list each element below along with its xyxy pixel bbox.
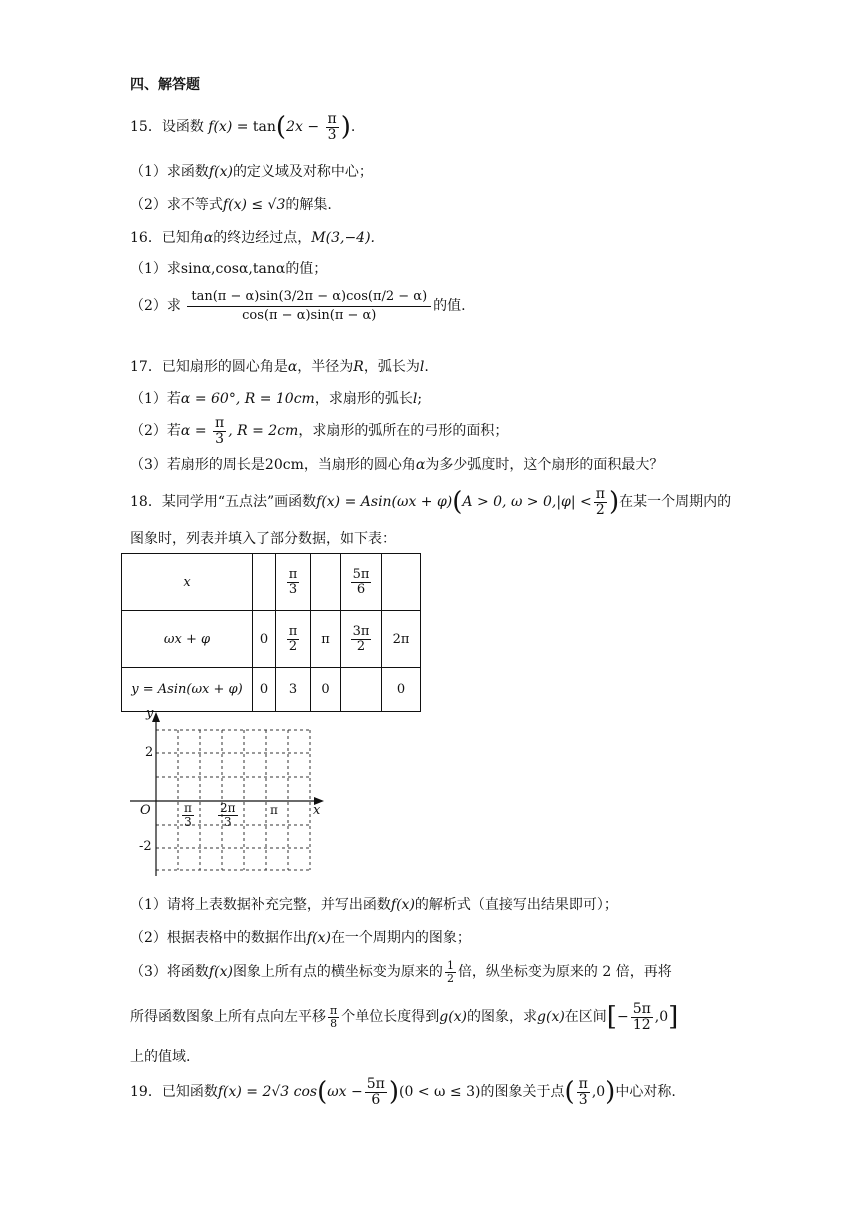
table-row: x $\frac{\pi}{3}$ $\frac{5\pi}{6}$ xyxy=(122,554,421,611)
q15-expr: 2x − xyxy=(286,119,320,136)
question-19: 19．已知函数f(x) = 2√3 cos(ωx − $\frac{5\pi}{6}$ )(0 < ω ≤ 3)的图象关于点( $\frac{\pi}{3}$ ,0)中心对称. xyxy=(130,1076,676,1108)
q16-big-fraction: $\frac{\tan(\pi - \alpha)\sin(3/2\pi - \alpha)\cos(\pi/2 - \alpha)}{\cos(\pi - \alpha)\sin(\pi - \alpha)}$ xyxy=(187,288,431,324)
table-row: y = Asin(ωx + φ) 0 3 0 0 xyxy=(122,668,421,712)
q18-sub3-line3: 上的值域. xyxy=(130,1049,191,1065)
coordinate-grid xyxy=(120,708,340,878)
q17-sub3: （3）若扇形的周长是20cm，当扇形的圆心角α为多少弧度时，这个扇形的面积最大？ xyxy=(130,457,664,473)
tick-pi: π xyxy=(270,803,278,817)
q15-fx: f(x) xyxy=(208,119,233,136)
q16-sub1: （1）求sinα,cosα,tanα的值； xyxy=(130,261,328,277)
table-row: ωx + φ 0 $\frac{\pi}{2}$ π $\frac{3\pi}{2}$ 2π xyxy=(122,611,421,668)
tick-pi-3: $\frac{\pi}{3}$ xyxy=(184,801,192,829)
q18-line2: 图象时，列表并填入了部分数据，如下表： xyxy=(130,531,396,547)
q15-eq: = tan xyxy=(236,119,276,136)
question-18: 18．某同学用“五点法”画函数f(x) = Asin(ωx + φ)(A > 0, ω > 0,|φ| < $\frac{\pi}{2}$ )在某一个周期内的 xyxy=(130,486,732,518)
q15-sub2: （2）求不等式f(x) ≤ √3的解集. xyxy=(130,197,332,213)
q16-sub2: （2）求 $\frac{\tan(\pi - \alpha)\sin(3/2\pi - \alpha)\cos(\pi/2 - \alpha)}{\cos(\pi - \alpha)\sin(\pi - \alpha)}$ 的值. xyxy=(130,289,466,323)
question-17: 17．已知扇形的圆心角是α，半径为R，弧长为l. xyxy=(130,359,429,375)
q15-lead: 15．设函数 xyxy=(130,119,204,136)
q17-sub2: （2）若α = $\frac{\pi}{3}$ , R = 2cm，求扇形的弧所在的弓形的面积； xyxy=(130,415,509,447)
q17-sub1: （1）若α = 60°, R = 10cm，求扇形的弧长l; xyxy=(130,391,423,407)
origin-label: O xyxy=(140,803,151,818)
q15-sub1: （1）求函数f(x)的定义域及对称中心； xyxy=(130,164,373,180)
x-axis-label: x xyxy=(313,803,321,818)
tick-2: 2 xyxy=(145,745,154,760)
q18-sub2: （2）根据表格中的数据作出f(x)在一个周期内的图象； xyxy=(130,930,471,946)
section-title: 四、解答题 xyxy=(130,77,200,93)
q18-sub1: （1）请将上表数据补充完整，并写出函数f(x)的解析式（直接写出结果即可）； xyxy=(130,897,618,913)
q18-sub3-line1: （3）将函数f(x)图象上所有点的横坐标变为原来的 $\frac{1}{2}$ 倍，纵坐标变为原来的 2 倍，再将 xyxy=(130,959,672,985)
five-point-table xyxy=(121,553,421,712)
y-axis-label: y xyxy=(146,706,154,721)
question-16: 16．已知角α的终边经过点，M(3,−4). xyxy=(130,230,376,246)
q15-fraction: $\frac{\pi}{3}$ xyxy=(327,111,337,143)
tick-2pi-3: $\frac{2\pi}{3}$ xyxy=(220,801,236,829)
q18-sub3-line2: 所得函数图象上所有点向左平移 $\frac{\pi}{8}$ 个单位长度得到g(x)的图象，求g(x)在区间[− $\frac{5\pi}{12}$ ,0] xyxy=(130,1001,679,1033)
tick-minus-2: -2 xyxy=(139,839,152,854)
question-15: 15．设函数 f(x) = tan(2x − $\frac{\pi}{3}$ ). xyxy=(130,111,356,143)
